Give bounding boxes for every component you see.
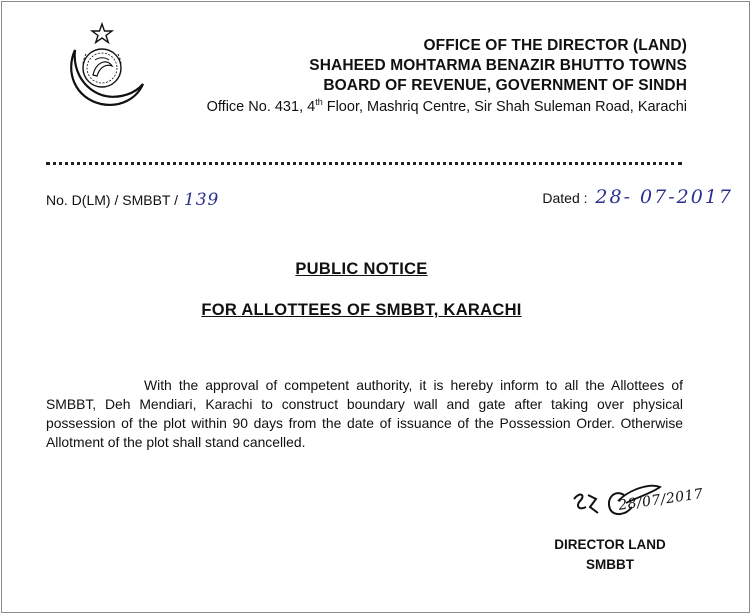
address-prefix: Office No. 431, 4 — [206, 99, 316, 115]
signatory-title: DIRECTOR LAND — [554, 537, 666, 552]
dated-label: Dated : — [542, 190, 588, 206]
dated-field — [542, 186, 733, 208]
government-emblem-icon — [55, 20, 150, 110]
signature-date: 28/07/2017 — [617, 486, 705, 514]
reference-label: No. D(LM) / SMBBT / — [46, 192, 178, 208]
signatory-office: SMBBT — [586, 557, 634, 572]
office-title: OFFICE OF THE DIRECTOR (LAND) — [423, 37, 687, 54]
notice-title: PUBLIC NOTICE — [295, 260, 428, 278]
notice-subtitle: FOR ALLOTTEES OF SMBBT, KARACHI — [201, 301, 522, 319]
dated-value: 28- 07-2017 — [595, 186, 733, 208]
dotted-divider — [46, 162, 682, 165]
reference-value: 139 — [183, 190, 220, 210]
letterhead — [207, 36, 687, 117]
reference-number — [46, 190, 219, 210]
office-address — [207, 97, 687, 117]
address-suffix: Floor, Mashriq Centre, Sir Shah Suleman Road, Karachi — [322, 99, 687, 115]
board-title: BOARD OF REVENUE, GOVERNMENT OF SINDH — [323, 77, 687, 94]
towns-title: SHAHEED MOHTARMA BENAZIR BHUTTO TOWNS — [309, 57, 687, 74]
address-superscript: th — [315, 97, 323, 107]
notice-body: With the approval of competent authority, it is hereby inform to all the Allottees of SMBBT, Deh Mendiari, Karachi to construct boundary wall and gate after taking over physical possession of the plot within 90 days from the date of issuance of the Possession Order. Otherwise Allotment of the plot shall stand cancelled. — [46, 377, 683, 450]
